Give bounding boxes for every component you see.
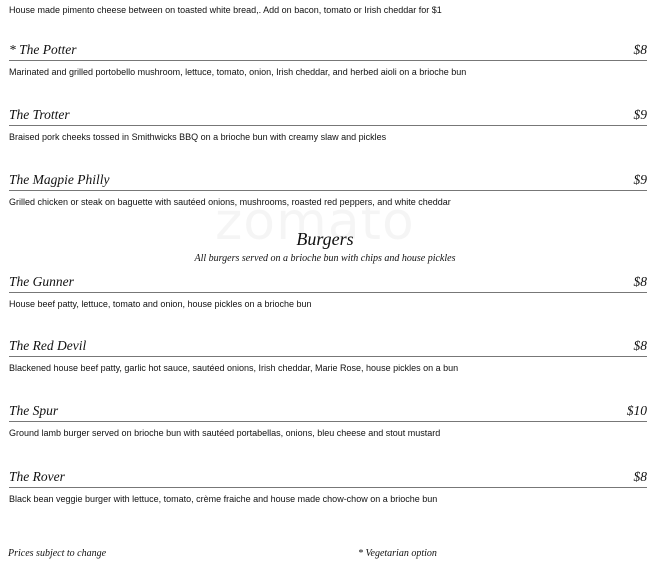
section-title-burgers: Burgers	[296, 229, 354, 249]
menu-item-the-magpie-philly	[9, 172, 647, 207]
menu-item-the-red-devil	[9, 338, 647, 373]
item-description: Black bean veggie burger with lettuce, tomato, crème fraiche and house made chow-chow on a brioche bun	[9, 494, 438, 504]
item-description: House beef patty, lettuce, tomato and onion, house pickles on a brioche bun	[9, 299, 312, 309]
menu-item-the-spur	[9, 403, 647, 438]
item-name: * The Potter	[9, 42, 77, 57]
item-description: Blackened house beef patty, garlic hot sauce, sautéed onions, Irish cheddar, Marie Rose, house pickles on a bun	[9, 363, 459, 373]
item-description: Braised pork cheeks tossed in Smithwicks BBQ on a brioche bun with creamy slaw and pickles	[9, 132, 387, 142]
item-price: $10	[626, 403, 647, 418]
item-price: $8	[633, 274, 647, 289]
item-name: The Red Devil	[9, 338, 87, 353]
item-price: $8	[633, 469, 647, 484]
item-description: Ground lamb burger served on brioche bun with sautéed portabellas, onions, bleu cheese and stout mustard	[9, 428, 441, 438]
footer-vegetarian-note: * Vegetarian option	[358, 548, 437, 559]
menu-item-the-potter	[9, 42, 647, 77]
item-name: The Trotter	[9, 107, 70, 122]
item-name: The Magpie Philly	[9, 172, 110, 187]
footer-prices-note: Prices subject to change	[8, 548, 107, 559]
item-price: $8	[633, 42, 647, 57]
menu-item-the-trotter	[9, 107, 647, 142]
item-price: $9	[633, 107, 647, 122]
item-name: The Rover	[9, 469, 65, 484]
item-price: $8	[633, 338, 647, 353]
item-price: $9	[633, 172, 647, 187]
section-subtitle: All burgers served on a brioche bun with chips and house pickles	[194, 253, 456, 264]
item-name: The Spur	[9, 403, 59, 418]
item-description: Marinated and grilled portobello mushroom, lettuce, tomato, onion, Irish cheddar, and herbed aioli on a brioche bun	[9, 67, 467, 77]
item-description: Grilled chicken or steak on baguette with sautéed onions, mushrooms, roasted red peppers, and white cheddar	[9, 197, 451, 207]
menu-item-the-rover	[9, 469, 647, 504]
item-description-top: House made pimento cheese between on toasted white bread,. Add on bacon, tomato or Irish cheddar for $1	[9, 5, 442, 15]
item-name: The Gunner	[9, 274, 74, 289]
menu-item-the-gunner	[9, 274, 647, 309]
